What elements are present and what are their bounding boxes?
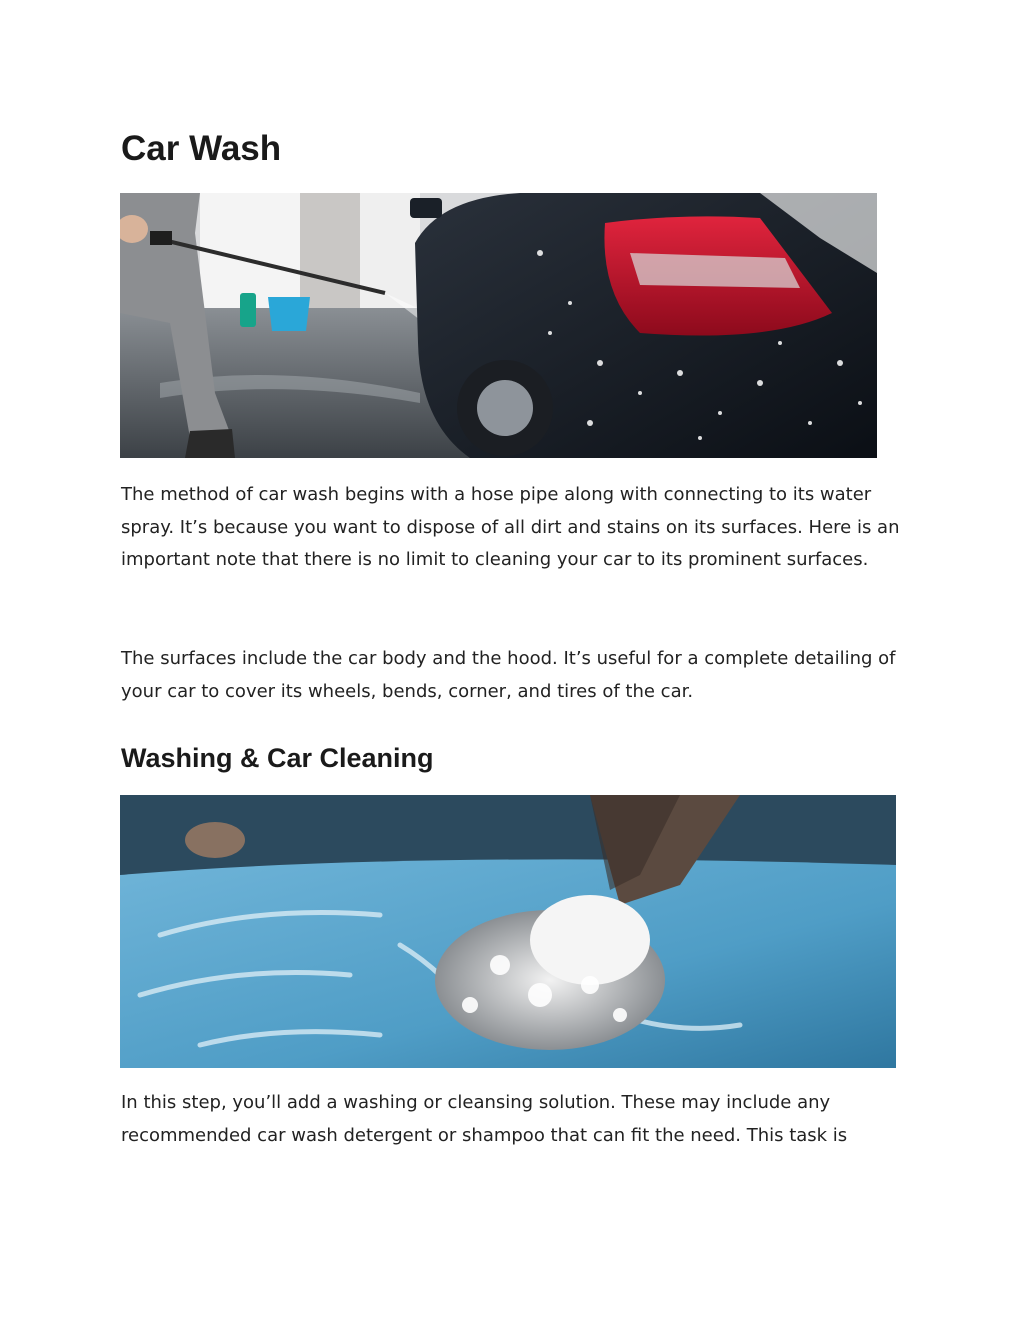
page-title: Car Wash xyxy=(121,129,282,168)
car-pressure-wash-illustration xyxy=(120,193,877,458)
car-pressure-wash-photo xyxy=(120,193,877,458)
section-heading: Washing & Car Cleaning xyxy=(121,743,434,773)
paragraph-intro: The method of car wash begins with a hose pipe along with connecting to its water spray. It’s because you want to dispose of all dirt and stains on its surfaces. Here is an important note that there is no limit to cleaning your car to its prominent surfaces. xyxy=(121,484,900,571)
car-hood-foam-mitt-photo xyxy=(120,795,896,1068)
paragraph-surfaces: The surfaces include the car body and the hood. It’s useful for a complete detailing of your car to cover its wheels, bends, corner, and tires of the car. xyxy=(121,648,896,702)
car-hood-foam-illustration xyxy=(120,795,896,1068)
paragraph-washing-step: In this step, you’ll add a washing or cleansing solution. These may include any recommended car wash detergent or shampoo that can fit the need. This task is xyxy=(121,1092,848,1146)
